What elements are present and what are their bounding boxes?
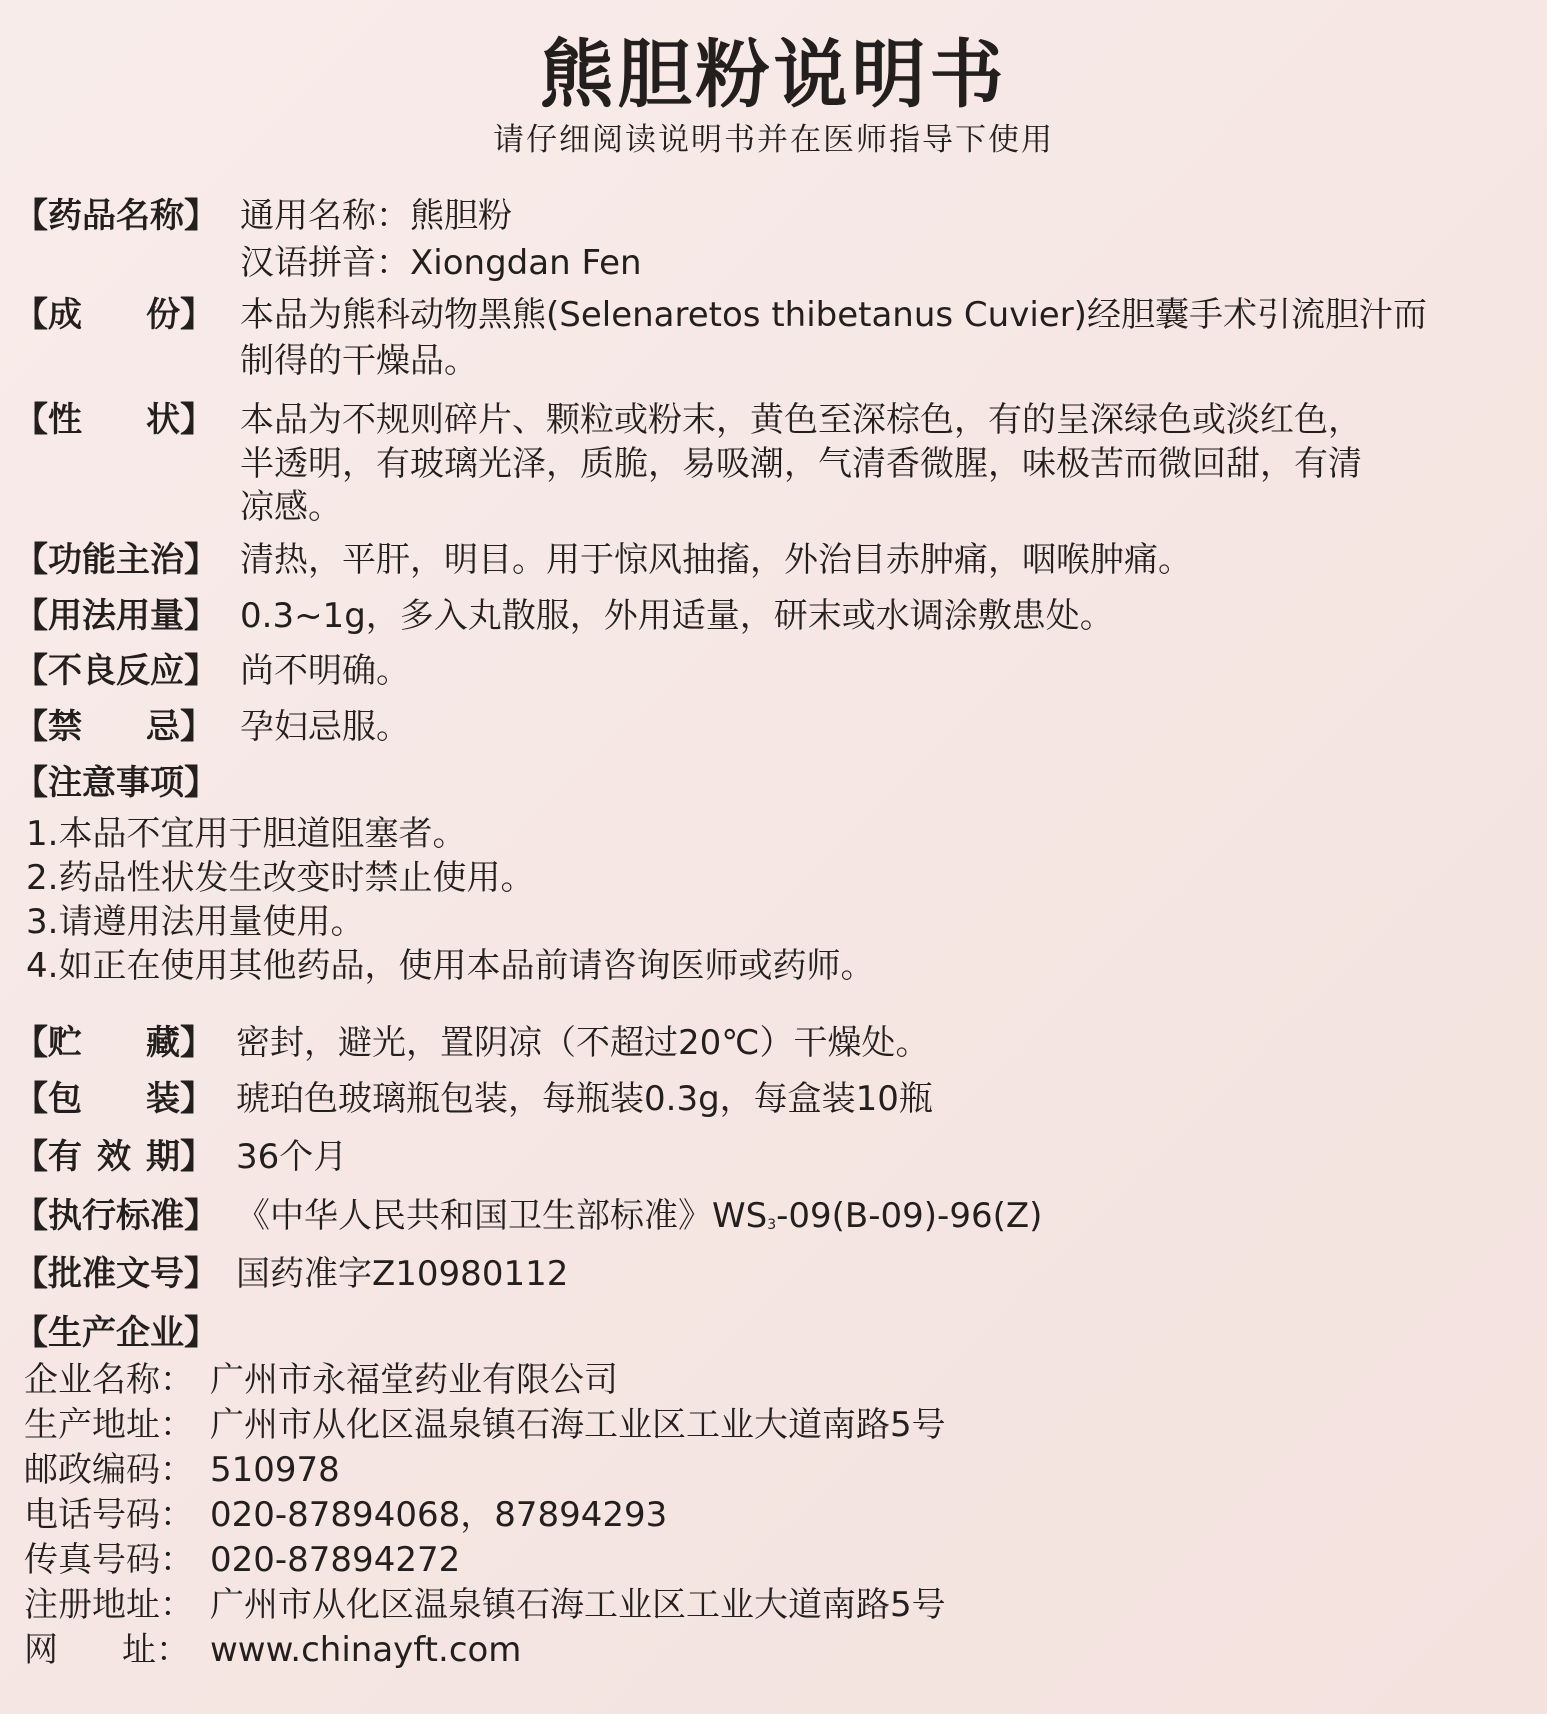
appearance-line-1: 本品为不规则碎片、颗粒或粉末，黄色至深棕色，有的呈深绿色或淡红色， [240, 400, 1362, 440]
contraindications-text: 孕妇忌服。 [240, 707, 410, 747]
storage-text: 密封，避光，置阴凉（不超过20℃）干燥处。 [236, 1023, 930, 1063]
document-subtitle: 请仔细阅读说明书并在医师指导下使用 [493, 122, 1054, 158]
ingredients-line-1: 本品为熊科动物黑熊(Selenaretos thibetanus Cuvier)经胆囊手术引流胆汁而 [240, 295, 1427, 335]
address-row: 生产地址： 广州市从化区温泉镇石海工业区工业大道南路5号 [24, 1405, 946, 1445]
dosage-text: 0.3~1g，多入丸散服，外用适量，研末或水调涂敷患处。 [240, 596, 1114, 636]
precaution-item-2: 2.药品性状发生改变时禁止使用。 [26, 858, 535, 898]
indications-text: 清热，平肝，明目。用于惊风抽搐，外治目赤肿痛，咽喉肿痛。 [240, 540, 1192, 580]
ingredients-line-2: 制得的干燥品。 [240, 341, 478, 381]
website-row: 网 址： www.chinayft.com [24, 1630, 522, 1670]
shelf-life-text: 36个月 [236, 1137, 348, 1177]
appearance-line-2: 半透明，有玻璃光泽，质脆，易吸潮，气清香微腥，味极苦而微回甜，有清 [240, 444, 1362, 484]
storage-label: 【贮 藏】 [14, 1023, 214, 1063]
adverse-label: 【不良反应】 [14, 651, 218, 691]
manufacturer-label: 【生产企业】 [14, 1313, 218, 1353]
dosage-label: 【用法用量】 [14, 596, 218, 636]
registered-address-row: 注册地址： 广州市从化区温泉镇石海工业区工业大道南路5号 [24, 1585, 946, 1625]
ingredients-label: 【成 份】 [14, 295, 214, 335]
package-label: 【包 装】 [14, 1079, 214, 1119]
precautions-label: 【注意事项】 [14, 763, 218, 803]
approval-label: 【批准文号】 [14, 1254, 218, 1294]
precaution-item-4: 4.如正在使用其他药品，使用本品前请咨询医师或药师。 [26, 946, 875, 986]
phone-row: 电话号码： 020-87894068，87894293 [24, 1495, 668, 1535]
document-title: 熊胆粉说明书 [539, 32, 1008, 118]
appearance-label: 【性 状】 [14, 400, 214, 440]
pinyin-name: 汉语拼音：Xiongdan Fen [240, 243, 642, 283]
company-row: 企业名称： 广州市永福堂药业有限公司 [24, 1360, 618, 1400]
adverse-text: 尚不明确。 [240, 651, 410, 691]
website-link: www.chinayft.com [210, 1630, 522, 1670]
fax-row: 传真号码： 020-87894272 [24, 1540, 461, 1580]
precaution-item-1: 1.本品不宜用于胆道阻塞者。 [26, 814, 467, 854]
standard-label: 【执行标准】 [14, 1196, 218, 1236]
contraindications-label: 【禁 忌】 [14, 707, 214, 747]
generic-name: 通用名称：熊胆粉 [240, 196, 512, 236]
shelf-life-label: 【有 效 期】 [14, 1137, 214, 1177]
appearance-line-3: 凉感。 [240, 487, 342, 527]
package-text: 琥珀色玻璃瓶包装，每瓶装0.3g，每盒装10瓶 [236, 1079, 933, 1119]
postcode-row: 邮政编码： 510978 [24, 1450, 340, 1490]
indications-label: 【功能主治】 [14, 540, 218, 580]
standard-text: 《中华人民共和国卫生部标准》$WS_3-09(B-09)-96(Z)$ [236, 1196, 1043, 1236]
precaution-item-3: 3.请遵用法用量使用。 [26, 902, 365, 942]
drug-name-label: 【药品名称】 [14, 196, 218, 236]
approval-text: 国药准字Z10980112 [236, 1254, 569, 1294]
